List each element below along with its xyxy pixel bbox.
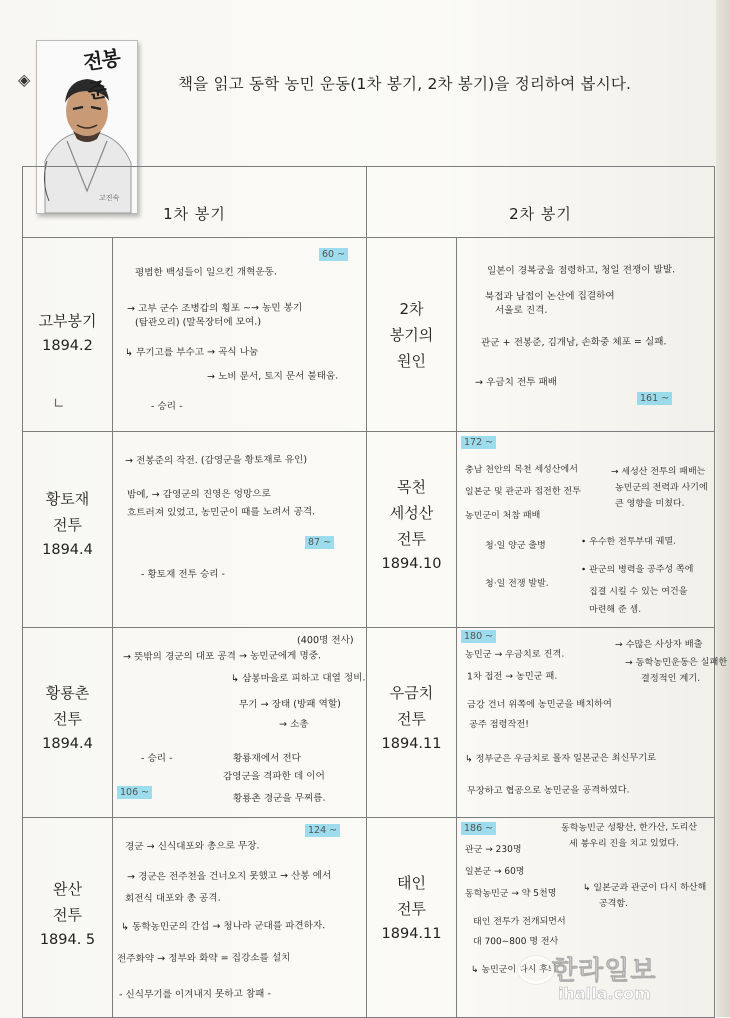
label-taein (367, 818, 457, 1018)
note-line: 대 700~800 명 전사 (472, 936, 559, 948)
label-hwangtojae (23, 432, 113, 628)
page-highlight: 124 ~ (305, 824, 340, 837)
note-line: → 우금치 전투 패배 (474, 376, 558, 389)
note-line: - 신식무기를 이겨내지 못하고 참패 - (118, 988, 271, 1001)
note-line: 황룡촌 경군을 무찌름. (232, 792, 326, 805)
note-line: 공격함. (598, 898, 628, 910)
note-line: ↳ 정부군은 우금치로 몰자 일본군은 최신무기로 (464, 752, 656, 765)
notes-second-cause (457, 238, 715, 432)
battle-name: 완산 (53, 880, 82, 898)
header-second-uprising (367, 167, 715, 238)
note-line: 충남 천안의 목천 세성산에서 (464, 464, 578, 476)
header-label: 2차 봉기 (509, 204, 572, 223)
battle-name: 황토재 (45, 490, 90, 508)
note-line: 청·일 양군 출병 (484, 540, 546, 552)
notes-sesungsan (457, 432, 715, 628)
paper-edge (716, 0, 730, 1017)
battle-name: 목천 (397, 478, 426, 496)
note-line: 농민군이 처참 패배 (464, 510, 541, 522)
note-line: 밤에, → 감영군의 진영은 엉망으로 (126, 488, 271, 501)
note-line: 큰 영향을 미쳤다. (614, 498, 685, 510)
battle-name: 전투 (53, 906, 82, 924)
page-highlight: 87 ~ (305, 536, 334, 549)
note-line: (탐관오리) (말목장터에 모여.) (134, 316, 262, 329)
battle-year: 1894.10 (381, 556, 442, 572)
note-line: 평범한 백성들이 일으킨 개혁운동. (134, 266, 277, 279)
note-line: 감영군을 격파한 데 이어 (222, 770, 325, 783)
note-line: 일본군 및 관군과 접전한 전투 (464, 486, 581, 498)
note-line: ↳ 농민군이 다시 후퇴 (470, 964, 557, 976)
cover-title: 전봉준 (81, 45, 122, 104)
note-line: - 황토재 전투 승리 - (140, 568, 226, 581)
battle-name: 고부봉기 (38, 312, 97, 330)
label-hwangryongchon (23, 628, 113, 818)
note-line: 경군 → 신식대포와 총으로 무장. (124, 840, 260, 853)
note-line: → 세성산 전투의 패배는 (610, 466, 706, 478)
cover-author: 고진숙 (99, 194, 120, 202)
note-line: → 뜻밖의 경군의 대포 공격 → 농민군에게 명중. (122, 650, 322, 663)
notes-hwangtojae (113, 432, 367, 628)
note-line: → 경군은 전주천을 건너오지 못했고 → 산봉 에서 (126, 870, 332, 883)
note-line: 태인 전투가 전개되면서 (472, 916, 566, 928)
note-line: → 수많은 사상자 배출 (614, 638, 703, 651)
battle-year: 1894.2 (42, 338, 93, 354)
note-line: 북접과 남접이 논산에 집결하여 (484, 290, 615, 303)
note-line: → 고부 군수 조병갑의 횡포 ~→ 농민 봉기 (126, 302, 303, 315)
note-line: - 승리 - (140, 752, 173, 765)
note-line: (400명 전사) (296, 634, 354, 647)
note-line: 전주화약 → 정부와 화약 = 집강소를 설치 (116, 952, 291, 965)
note-line: 동학농민군 성황산, 한가산, 도리산 (560, 822, 698, 834)
uprising-table (22, 166, 728, 1018)
note-line: 농민군 → 우금치로 진격. (464, 648, 565, 661)
note-line: → 소총 (278, 718, 309, 731)
battle-year: 1894. 5 (39, 932, 96, 948)
note-line: → 전봉준의 작전. (감영군을 황토재로 유인) (124, 454, 308, 467)
label-second-cause (367, 238, 457, 432)
note-line: 결정적인 계기. (640, 672, 701, 685)
battle-name: 전투 (53, 516, 82, 534)
notes-hwangryongchon (113, 628, 367, 818)
note-line: 흐트러져 있었고, 농민군이 때를 노려서 공격. (126, 506, 316, 519)
cause-title: 2차 (399, 300, 424, 318)
note-line: ↳ 삼봉마을로 피하고 대열 정비. (230, 672, 366, 685)
page-highlight: 106 ~ (117, 786, 152, 799)
battle-name: 전투 (397, 710, 426, 728)
notes-ugeumchi (457, 628, 728, 818)
note-line: 마련해 준 셈. (588, 604, 642, 616)
note-line: 동학농민군 → 약 5천명 (464, 888, 557, 900)
note-line: 일본군 → 60명 (464, 866, 525, 878)
note-line: ↳ 무기고를 부수고 → 곡식 나눔 (124, 346, 259, 359)
page-highlight: 60 ~ (319, 248, 348, 261)
battle-name: 전투 (397, 900, 426, 918)
label-gobu (23, 238, 113, 432)
note-line: 서울로 진격. (494, 304, 548, 317)
bullet-diamond: ◈ (18, 70, 31, 89)
note-line: 무장하고 협공으로 농민군을 공격하였다. (466, 784, 630, 797)
note-line: • 우수한 전투부대 궤멸. (580, 536, 677, 548)
note-line: 관군 → 230명 (464, 844, 522, 856)
battle-name: 전투 (53, 710, 82, 728)
note-line: 일본이 경복궁을 점령하고, 청일 전쟁이 발발. (486, 264, 676, 277)
note-line: 무기 → 장태 (방패 역할) (238, 698, 341, 711)
notes-gobu (113, 238, 367, 432)
watermark-title: 한라일보 (552, 956, 657, 986)
label-ugeumchi (367, 628, 457, 818)
note-line: → 동학농민운동은 실패한 (624, 656, 728, 669)
battle-name: 전투 (397, 530, 426, 548)
note-line: 회전식 대포와 총 공격. (124, 892, 221, 905)
note-line: - 승리 - (150, 400, 183, 413)
battle-year: 1894.4 (42, 542, 93, 558)
page-highlight: 186 ~ (461, 822, 496, 835)
battle-year: 1894.4 (42, 736, 93, 752)
halla-logo-icon (518, 956, 554, 984)
instruction-text: 책을 읽고 동학 농민 운동(1차 봉기, 2차 봉기)을 정리하여 봅시다. (178, 75, 632, 93)
note-line: 금강 건너 위쪽에 농민군을 배치하여 (466, 698, 612, 711)
note-line: 집결 시킬 수 있는 여건을 (588, 586, 688, 598)
page-highlight: 180 ~ (461, 630, 496, 643)
notes-wansan (113, 818, 367, 1018)
battle-name: 황룡촌 (45, 684, 90, 702)
note-line: 황룡재에서 전다 (232, 752, 301, 765)
newspaper-watermark (512, 950, 702, 1010)
battle-year: 1894.11 (381, 736, 442, 752)
battle-name: 우금치 (389, 684, 434, 702)
note-line: 1차 접전 → 농민군 패. (466, 670, 558, 683)
pencil-mark: ∟ (53, 396, 65, 412)
note-line: 관군 + 전봉준, 김개남, 손화중 체포 = 실패. (480, 336, 667, 349)
note-line: ↳ 동학농민군의 간섭 → 청나라 군대를 파견하자. (120, 920, 326, 933)
note-line: → 노비 문서, 토지 문서 불태움. (206, 370, 339, 383)
header-first-uprising (23, 167, 367, 238)
note-line: • 관군의 병력을 공주성 쪽에 (580, 564, 694, 576)
watermark-url: ihalla.com (558, 984, 651, 1003)
note-line: 농민군의 전력과 사기에 (614, 482, 708, 494)
page-highlight: 161 ~ (637, 392, 672, 405)
label-wansan (23, 818, 113, 1018)
cause-title: 봉기의 (389, 326, 434, 344)
cause-title: 원인 (397, 352, 426, 370)
note-line: 청·일 전쟁 발발. (484, 578, 549, 590)
battle-name: 세성산 (389, 504, 434, 522)
page-highlight: 172 ~ (461, 436, 496, 449)
battle-year: 1894.11 (381, 926, 442, 942)
note-line: ↳ 일본군과 관군이 다시 하산해 (582, 882, 707, 894)
battle-name: 태인 (397, 874, 426, 892)
header-label: 1차 봉기 (163, 204, 226, 223)
note-line: 세 봉우리 진을 치고 있었다. (568, 838, 679, 850)
note-line: 공주 점령작전! (468, 718, 529, 731)
label-sesungsan (367, 432, 457, 628)
